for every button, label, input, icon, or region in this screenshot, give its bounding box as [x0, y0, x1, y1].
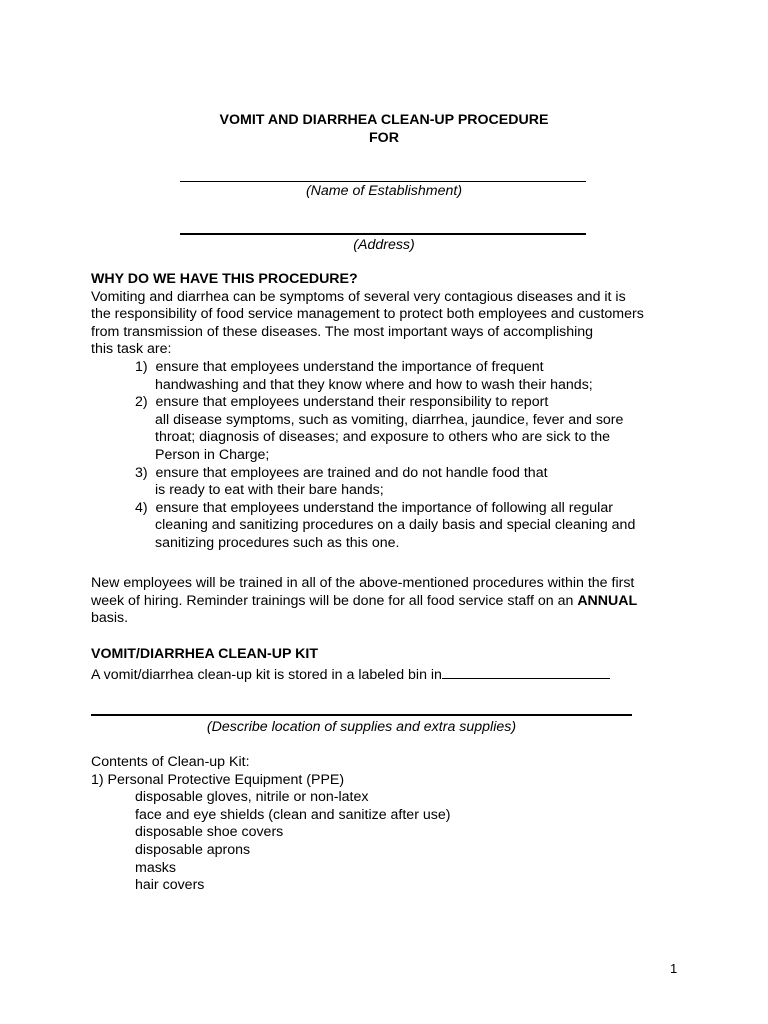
- why-intro-line: this task are:: [91, 341, 172, 358]
- list-item-4-cont: sanitizing procedures such as this one.: [155, 534, 400, 551]
- list-number: 2): [135, 394, 148, 411]
- training-line-1: New employees will be trained in all of the above-mentioned procedures within the first: [91, 575, 635, 591]
- list-item-2-cont: throat; diagnosis of diseases; and exposure to others who are sick to the: [155, 429, 611, 446]
- why-heading: WHY DO WE HAVE THIS PROCEDURE?: [91, 271, 358, 287]
- list-item-3-cont: is ready to eat with their bare hands;: [155, 482, 384, 499]
- title-line-1: VOMIT AND DIARRHEA CLEAN-UP PROCEDURE: [219, 112, 549, 128]
- why-intro-line: the responsibility of food service management to protect both employees and customers: [91, 306, 644, 323]
- kit-section: [91, 646, 691, 684]
- list-item-4: [91, 500, 691, 518]
- establishment-caption: (Name of Establishment): [305, 183, 463, 199]
- ppe-item: face and eye shields (clean and sanitize after use): [135, 806, 451, 823]
- location-caption: (Describe location of supplies and extra supplies): [206, 719, 517, 735]
- annual-emphasis: ANNUAL: [577, 592, 638, 609]
- bin-location-blank[interactable]: [442, 664, 610, 679]
- list-item-4-cont: cleaning and sanitizing procedures on a daily basis and special cleaning and: [155, 517, 636, 534]
- list-number: 1): [135, 358, 148, 375]
- list-text: ensure that employees understand the importance of following all regular: [155, 499, 613, 516]
- list-item-2: [91, 394, 691, 412]
- page-number: 1: [670, 961, 678, 976]
- why-intro-line: Vomiting and diarrhea can be symptoms of several very contagious diseases and it is: [91, 288, 626, 305]
- location-blank[interactable]: [91, 714, 632, 716]
- training-line-2-text: week of hiring. Reminder trainings will be done for all food service staff on an: [91, 592, 578, 609]
- list-text: ensure that employees understand the importance of frequent: [155, 358, 544, 375]
- establishment-name-blank[interactable]: [180, 181, 586, 182]
- training-paragraph: [91, 575, 691, 628]
- kit-storage-line: [91, 664, 691, 685]
- ppe-item: masks: [135, 859, 176, 876]
- ppe-item: disposable aprons: [135, 841, 251, 858]
- list-item-1-cont: handwashing and that they know where and how to wash their hands;: [155, 376, 593, 393]
- list-text: ensure that employees understand their responsibility to report: [155, 394, 549, 411]
- ppe-item: disposable shoe covers: [135, 824, 284, 841]
- training-line-2: [91, 593, 691, 611]
- why-intro-line: from transmission of these diseases. The most important ways of accomplishing: [91, 323, 594, 340]
- list-text: ensure that employees are trained and do not handle food that: [155, 464, 548, 481]
- list-item-2-cont: Person in Charge;: [155, 446, 270, 463]
- why-section: [91, 271, 691, 553]
- kit-contents: [91, 754, 691, 895]
- title-line-2: FOR: [369, 130, 399, 146]
- list-number: 4): [135, 499, 148, 516]
- ppe-item: disposable gloves, nitrile or non-latex: [135, 789, 369, 806]
- contents-label: Contents of Clean-up Kit:: [91, 754, 250, 770]
- ppe-heading: 1) Personal Protective Equipment (PPE): [91, 771, 345, 788]
- address-caption: (Address): [353, 237, 415, 253]
- kit-heading: VOMIT/DIARRHEA CLEAN-UP KIT: [91, 646, 318, 662]
- ppe-item: hair covers: [135, 877, 205, 894]
- list-item-1: [91, 359, 691, 377]
- training-line-3: basis.: [91, 610, 129, 627]
- kit-storage-text: A vomit/diarrhea clean-up kit is stored in a labeled bin in: [91, 666, 442, 683]
- list-item-3: [91, 465, 691, 483]
- address-blank[interactable]: [180, 233, 586, 235]
- list-item-2-cont: all disease symptoms, such as vomiting, diarrhea, jaundice, fever and sore: [155, 411, 624, 428]
- list-number: 3): [135, 464, 148, 481]
- document-title: [0, 111, 768, 147]
